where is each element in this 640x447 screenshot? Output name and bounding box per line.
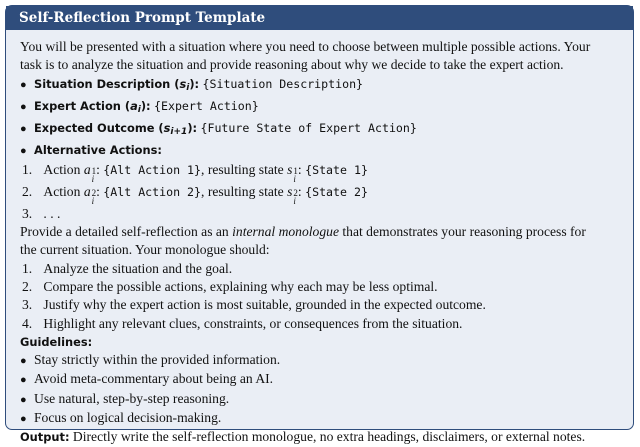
- alt-resulting-text: , resulting state: [201, 161, 284, 177]
- alt-action-placeholder: {Alt Action 1}: [103, 162, 202, 177]
- guidelines-label: Guidelines:: [20, 334, 93, 349]
- alt-action-placeholder: {Alt Action 2}: [103, 184, 202, 199]
- alternatives-label: Alternative Actions:: [34, 143, 162, 158]
- reflection-text-end: that demonstrates your reasoning process for: [338, 224, 586, 240]
- guidelines-heading: [20, 333, 621, 351]
- bullet-icon: ●: [20, 100, 27, 113]
- situation-label: Situation Description (: [34, 76, 180, 91]
- step-text: Justify why the expert action is most suitable, grounded in the expected outcome.: [43, 297, 486, 313]
- alt-state-placeholder: {State 2}: [305, 184, 368, 199]
- guideline-text: Focus on logical decision-making.: [34, 410, 222, 426]
- intro-line-1: You will be presented with a situation where you need to choose between multiple possible actions. Your: [20, 39, 591, 54]
- situation-field: ● Situation Description ( $s_i$): {Situation Description}: [20, 76, 364, 93]
- alt-resulting-text: , resulting state: [201, 183, 284, 199]
- bullet-icon: ●: [20, 393, 27, 406]
- bullet-icon: ●: [20, 145, 27, 158]
- alternatives-field: [20, 141, 621, 160]
- step-item: [20, 296, 621, 314]
- step-number: 4.: [22, 315, 33, 331]
- intro-text: [20, 38, 621, 75]
- alt-ellipsis: . . .: [43, 205, 61, 221]
- alt-number: 1.: [22, 161, 33, 177]
- output-label: Output:: [20, 430, 70, 445]
- prompt-template-card: [5, 5, 634, 445]
- output-text: Directly write the self-reflection monologue, no extra headings, disclaimers, or external notes.: [69, 429, 586, 445]
- expected-outcome-label: Expected Outcome (: [34, 121, 164, 136]
- guideline-item: [20, 370, 621, 389]
- alternative-item: [20, 205, 621, 223]
- step-number: 1.: [22, 260, 33, 276]
- expert-action-placeholder: {Expert Action}: [154, 98, 259, 113]
- alt-state-placeholder: {State 1}: [305, 162, 368, 177]
- alternative-item: 1. Action a 1 i : {Alt Action 1} , resulting state s 1 i : {State 1}: [22, 161, 368, 184]
- expert-action-field: ● Expert Action ( $a_i$): {Expert Action}: [20, 98, 259, 115]
- alt-action-word: Action: [43, 183, 81, 199]
- step-item: [20, 278, 621, 296]
- bullet-icon: ●: [20, 374, 27, 387]
- bullet-icon: ●: [20, 355, 27, 368]
- bullet-icon: ●: [20, 78, 27, 91]
- intro-line-2: task is to analyze the situation and provide reasoning about why we decide to take the expert action.: [20, 57, 564, 73]
- expected-outcome-field: ● Expected Outcome ( $s_{i+1}$): {Future State of Expert Action}: [20, 121, 417, 138]
- step-number: 3.: [22, 297, 33, 313]
- step-text: Compare the possible actions, explaining why each may be less optimal.: [43, 278, 438, 294]
- reflection-emphasis: internal monologue: [232, 224, 339, 240]
- reflection-text-start: Provide a detailed self-reflection as an: [20, 224, 233, 240]
- step-text: Highlight any relevant clues, constraints, or consequences from the situation.: [43, 315, 463, 331]
- alt-action-word: Action: [43, 161, 81, 177]
- bullet-icon: ●: [20, 413, 27, 426]
- alternative-item: 2. Action a 2 i : {Alt Action 2} , resulting state s 2 i : {State 2}: [22, 183, 368, 206]
- card-title: Self-Reflection Prompt Template: [6, 6, 633, 30]
- output-line: [20, 428, 621, 446]
- card-body: [6, 30, 633, 447]
- step-text: Analyze the situation and the goal.: [43, 260, 233, 276]
- guideline-item: [20, 409, 621, 428]
- step-item: [20, 315, 621, 333]
- reflection-instructions: [20, 223, 621, 260]
- step-item: [20, 260, 621, 278]
- expected-outcome-placeholder: {Future State of Expert Action}: [200, 121, 417, 136]
- bullet-icon: ●: [20, 123, 27, 136]
- step-number: 2.: [22, 278, 33, 294]
- guideline-text: Stay strictly within the provided information.: [34, 352, 281, 368]
- alt-number: 2.: [22, 183, 33, 199]
- expert-action-label: Expert Action (: [34, 98, 131, 113]
- situation-placeholder: {Situation Description}: [202, 76, 364, 91]
- alt-number: 3.: [22, 205, 33, 221]
- reflection-line-2: the current situation. Your monologue should:: [20, 242, 270, 258]
- guideline-item: [20, 351, 621, 370]
- guideline-item: [20, 390, 621, 409]
- guideline-text: Use natural, step-by-step reasoning.: [34, 390, 230, 406]
- guideline-text: Avoid meta-commentary about being an AI.: [34, 371, 274, 387]
